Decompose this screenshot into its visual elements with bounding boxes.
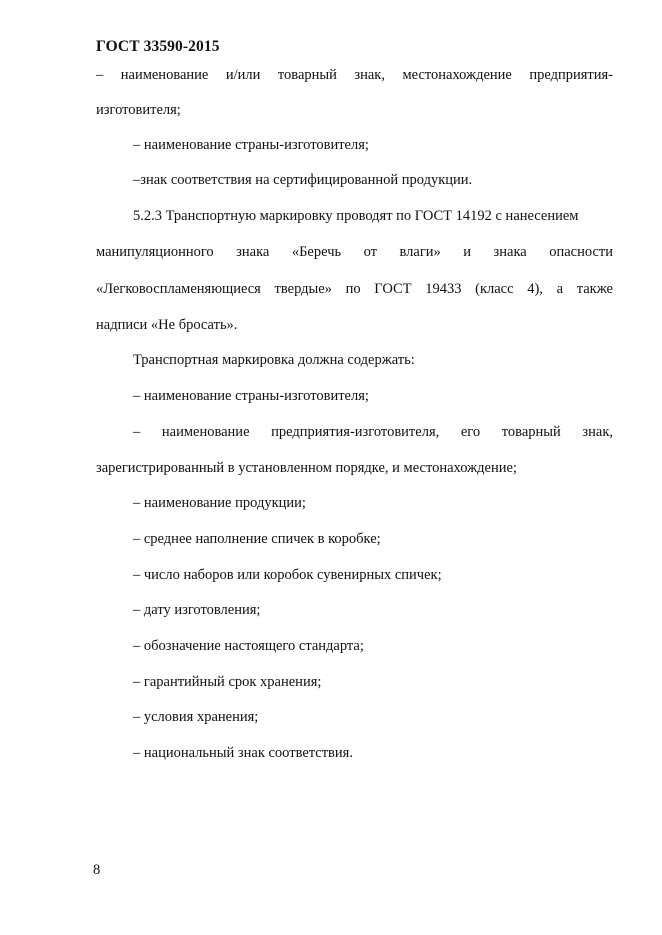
list-item: – обозначение настоящего стандарта; bbox=[133, 638, 364, 654]
list-item: – число наборов или коробок сувенирных спичек; bbox=[133, 567, 442, 583]
paragraph-line: манипуляционного знака «Беречь от влаги» и знака опасности bbox=[96, 244, 613, 260]
list-item: – национальный знак соответствия. bbox=[133, 745, 353, 761]
text-line: – наименование и/или товарный знак, местонахождение предприятия- bbox=[96, 67, 613, 83]
paragraph-line: зарегистрированный в установленном порядке, и местонахождение; bbox=[96, 460, 517, 476]
list-item: – наименование страны-изготовителя; bbox=[133, 137, 369, 153]
page-number: 8 bbox=[93, 862, 101, 878]
list-item: –знак соответствия на сертифицированной продукции. bbox=[133, 172, 473, 188]
list-item: – дату изготовления; bbox=[133, 602, 261, 618]
list-item: – среднее наполнение спичек в коробке; bbox=[133, 531, 381, 547]
paragraph-line: Транспортная маркировка должна содержать: bbox=[133, 352, 415, 368]
paragraph-line: надписи «Не бросать». bbox=[96, 317, 238, 333]
list-item: – наименование страны-изготовителя; bbox=[133, 388, 369, 404]
paragraph-line: 5.2.3 Транспортную маркировку проводят по ГОСТ 14192 с нанесением bbox=[133, 208, 579, 224]
paragraph-line: «Легковоспламеняющиеся твердые» по ГОСТ 19433 (класс 4), а также bbox=[96, 281, 613, 297]
list-item: – наименование предприятия-изготовителя, его товарный знак, bbox=[133, 424, 613, 440]
list-item: – гарантийный срок хранения; bbox=[133, 674, 322, 690]
list-item: – условия хранения; bbox=[133, 709, 259, 725]
list-item: – наименование продукции; bbox=[133, 495, 306, 511]
text-line: изготовителя; bbox=[96, 102, 181, 118]
document-header: ГОСТ 33590-2015 bbox=[96, 38, 220, 55]
